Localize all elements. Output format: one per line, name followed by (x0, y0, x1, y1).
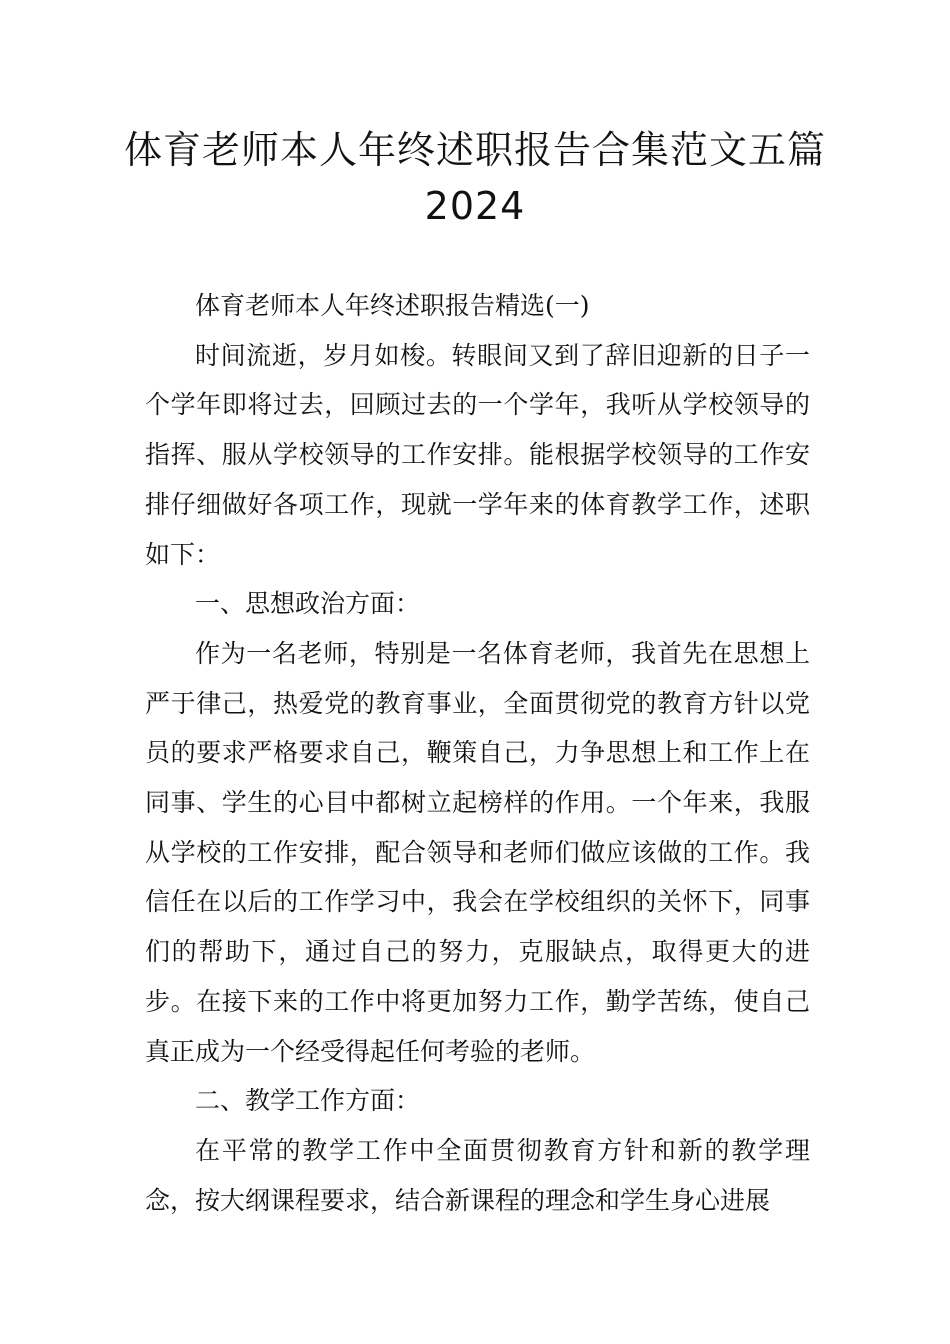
ideology-paragraph: 作为一名老师，特别是一名体育老师，我首先在思想上严于律己，热爱党的教育事业，全面贯彻党的教育方针以党员的要求严格要求自己，鞭策自己，力争思想上和工作上在同事、学生的心目中都树立起榜样的作用。一个年来，我服从学校的工作安排，配合领导和老师们做应该做的工作。我信任在以后的工作学习中，我会在学校组织的关怀下，同事们的帮助下，通过自己的努力，克服缺点，取得更大的进步。在接下来的工作中将更加努力工作，勤学苦练，使自己真正成为一个经受得起任何考验的老师。 (145, 638, 810, 1066)
teaching-paragraph: 在平常的教学工作中全面贯彻教育方针和新的教学理念，按大纲课程要求，结合新课程的理念和学生身心进展 (145, 1135, 810, 1215)
section-heading-selection-1: 体育老师本人年终述职报告精选(一) (195, 291, 590, 320)
section-heading-teaching: 二、教学工作方面： (195, 1086, 421, 1116)
intro-paragraph: 时间流逝，岁月如梭。转眼间又到了辞旧迎新的日子一个学年即将过去，回顾过去的一个学年，我听从学校领导的指挥、服从学校领导的工作安排。能根据学校领导的工作安排仔细做好各项工作，现就一学年来的体育教学工作，述职如下： (145, 340, 810, 569)
document-title: 体育老师本人年终述职报告合集范文五篇2024 (123, 128, 826, 228)
document-body (145, 281, 810, 1225)
section-heading-ideology: 一、思想政治方面： (195, 589, 421, 619)
